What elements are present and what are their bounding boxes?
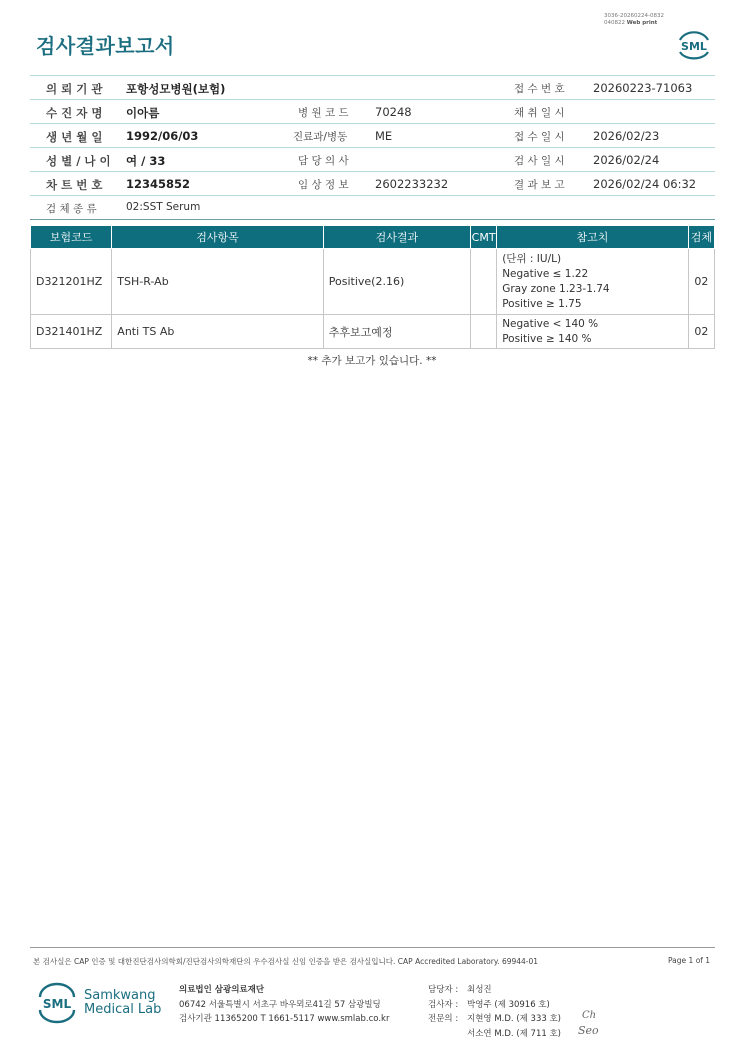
cmt bbox=[471, 315, 497, 349]
signature: Ch bbox=[582, 1010, 597, 1021]
document-id: 3036-20260224-0832 040822 Web print bbox=[604, 13, 664, 26]
col-test-result: 검사결과 bbox=[323, 226, 470, 249]
col-specimen: 검체 bbox=[688, 226, 714, 249]
results-table bbox=[30, 225, 715, 349]
info-row: 차 트 번 호 12345852 임 상 정 보 2602233232 결 과 보 고 2026/02/24 06:32 bbox=[30, 172, 715, 196]
logo-text: SML bbox=[681, 40, 707, 53]
specimen: 02 bbox=[688, 315, 714, 349]
info-row: 성 별 / 나 이 여 / 33 담 당 의 사 검 사 일 시 2026/02/24 bbox=[30, 148, 715, 172]
table-row bbox=[31, 249, 715, 315]
staff-entry: 검사자 : 박영주 (제 30916 호) bbox=[428, 999, 550, 1010]
sml-footer-logo-icon bbox=[36, 980, 78, 1026]
staff-entry: 전문의 : 지현영 M.D. (제 333 호) bbox=[428, 1014, 562, 1024]
info-row: 생 년 월 일 1992/06/03 진료과/병동 ME 접 수 일 시 2026/02/23 bbox=[30, 124, 715, 148]
test-item: Anti TS Ab bbox=[112, 315, 323, 349]
info-row: 의 뢰 기 관 포항성모병원(보험) 접 수 번 호 20260223-71063 bbox=[30, 76, 715, 100]
col-cmt: CMT bbox=[471, 226, 497, 249]
footer-divider bbox=[30, 947, 715, 948]
sml-logo-icon bbox=[674, 26, 714, 62]
patient-info-table bbox=[30, 75, 715, 220]
info-row: 수 진 자 명 이아름 병 원 코 드 70248 채 취 일 시 bbox=[30, 100, 715, 124]
staff-list bbox=[428, 983, 561, 1041]
cmt bbox=[471, 249, 497, 315]
specimen: 02 bbox=[688, 249, 714, 315]
signature: Seo bbox=[578, 1024, 599, 1037]
staff-entry: 서소연 M.D. (제 711 호) bbox=[467, 1028, 562, 1039]
test-result: Positive(2.16) bbox=[323, 249, 470, 315]
col-reference: 참고치 bbox=[497, 226, 688, 249]
insurance-code: D321401HZ bbox=[31, 315, 112, 349]
brand-name: Samkwang Medical Lab bbox=[84, 988, 162, 1017]
report-title: 검사결과보고서 bbox=[36, 34, 175, 58]
reference-range: Negative < 140 % Positive ≥ 140 % bbox=[497, 315, 688, 349]
insurance-code: D321201HZ bbox=[31, 249, 112, 315]
col-test-item: 검사항목 bbox=[112, 226, 323, 249]
col-insurance-code: 보험코드 bbox=[31, 226, 112, 249]
info-row: 검 체 종 류 02:SST Serum bbox=[30, 196, 715, 220]
staff-entry: 담당자 : 최성진 bbox=[428, 985, 492, 995]
footer-logo-text: SML bbox=[42, 997, 72, 1011]
certification-text: 본 검사실은 CAP 인증 및 대한진단검사의학회/진단검사의학재단의 우수검사실 신임 인증을 받은 검사실입니다. CAP Accredited Laboratory. 69944-01 bbox=[33, 957, 539, 966]
table-row bbox=[31, 315, 715, 349]
organization-info: 의료법인 삼광의료재단 06742 서울특별시 서초구 바우뫼로41길 57 삼광빌딩 검사기관 11365200 T 1661-5117 www.smlab.co.kr bbox=[179, 985, 390, 1024]
reference-range: (단위 : IU/L) Negative ≤ 1.22 Gray zone 1.23-1.74 Positive ≥ 1.75 bbox=[497, 249, 688, 315]
results-header-row bbox=[31, 226, 715, 249]
page-number: Page 1 of 1 bbox=[668, 956, 711, 965]
additional-report-note: ** 추가 보고가 있습니다. ** bbox=[307, 355, 437, 367]
test-item: TSH-R-Ab bbox=[112, 249, 323, 315]
test-result: 추후보고예정 bbox=[323, 315, 470, 349]
